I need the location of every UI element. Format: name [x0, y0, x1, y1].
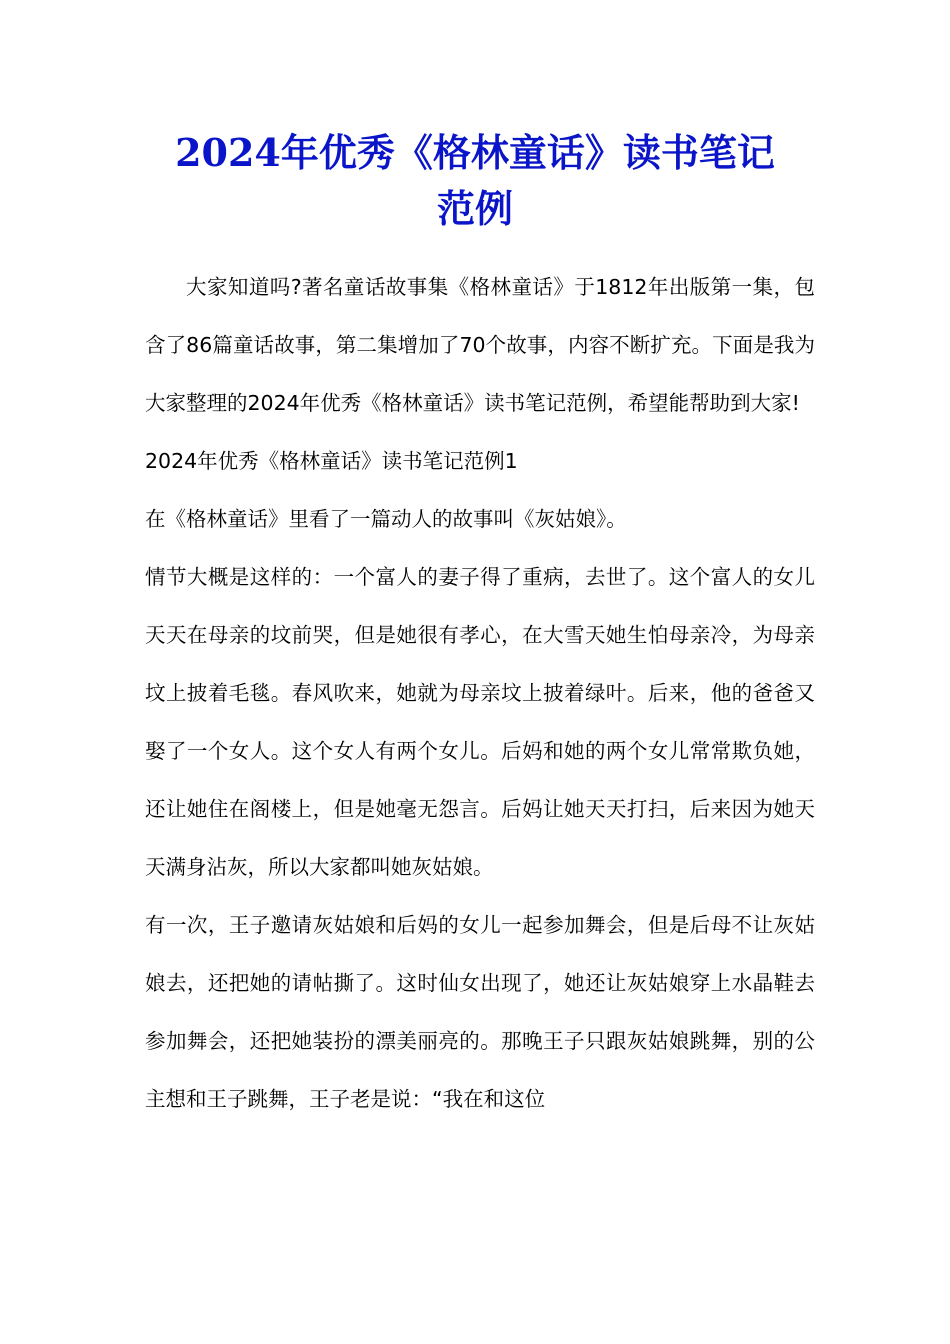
body-paragraph: 有一次，王子邀请灰姑娘和后妈的女儿一起参加舞会，但是后母不让灰姑娘去，还把她的请帖撕了。这时仙女出现了，她还让灰姑娘穿上水晶鞋去参加舞会，还把她装扮的漂美丽亮的。那晚王子只跟灰姑娘跳舞，别的公主想和王子跳舞，王子老是说：“我在和这位: [145, 913, 815, 1111]
document-body: [145, 258, 815, 1128]
body-paragraph: 在《格林童话》里看了一篇动人的故事叫《灰姑娘》。: [145, 507, 627, 531]
section-heading: 2024年优秀《格林童话》读书笔记范例1: [145, 449, 518, 473]
body-paragraph: 情节大概是这样的：一个富人的妻子得了重病，去世了。这个富人的女儿天天在母亲的坟前哭，但是她很有孝心，在大雪天她生怕母亲冷，为母亲坟上披着毛毯。春风吹来，她就为母亲坟上披着绿叶。后来，他的爸爸又娶了一个女人。这个女人有两个女儿。后妈和她的两个女儿常常欺负她，还让她住在阁楼上，但是她毫无怨言。后妈让她天天打扫，后来因为她天天满身沾灰，所以大家都叫她灰姑娘。: [145, 565, 815, 879]
title-line-1: 2024年优秀《格林童话》读书笔记: [175, 130, 775, 175]
intro-paragraph: 大家知道吗?著名童话故事集《格林童话》于1812年出版第一集，包含了86篇童话故事，第二集增加了70个故事，内容不断扩充。下面是我为大家整理的2024年优秀《格林童话》读书笔记范例，希望能帮助到大家!: [145, 275, 815, 415]
document-title: [130, 125, 820, 237]
title-line-2: 范例: [436, 186, 513, 231]
